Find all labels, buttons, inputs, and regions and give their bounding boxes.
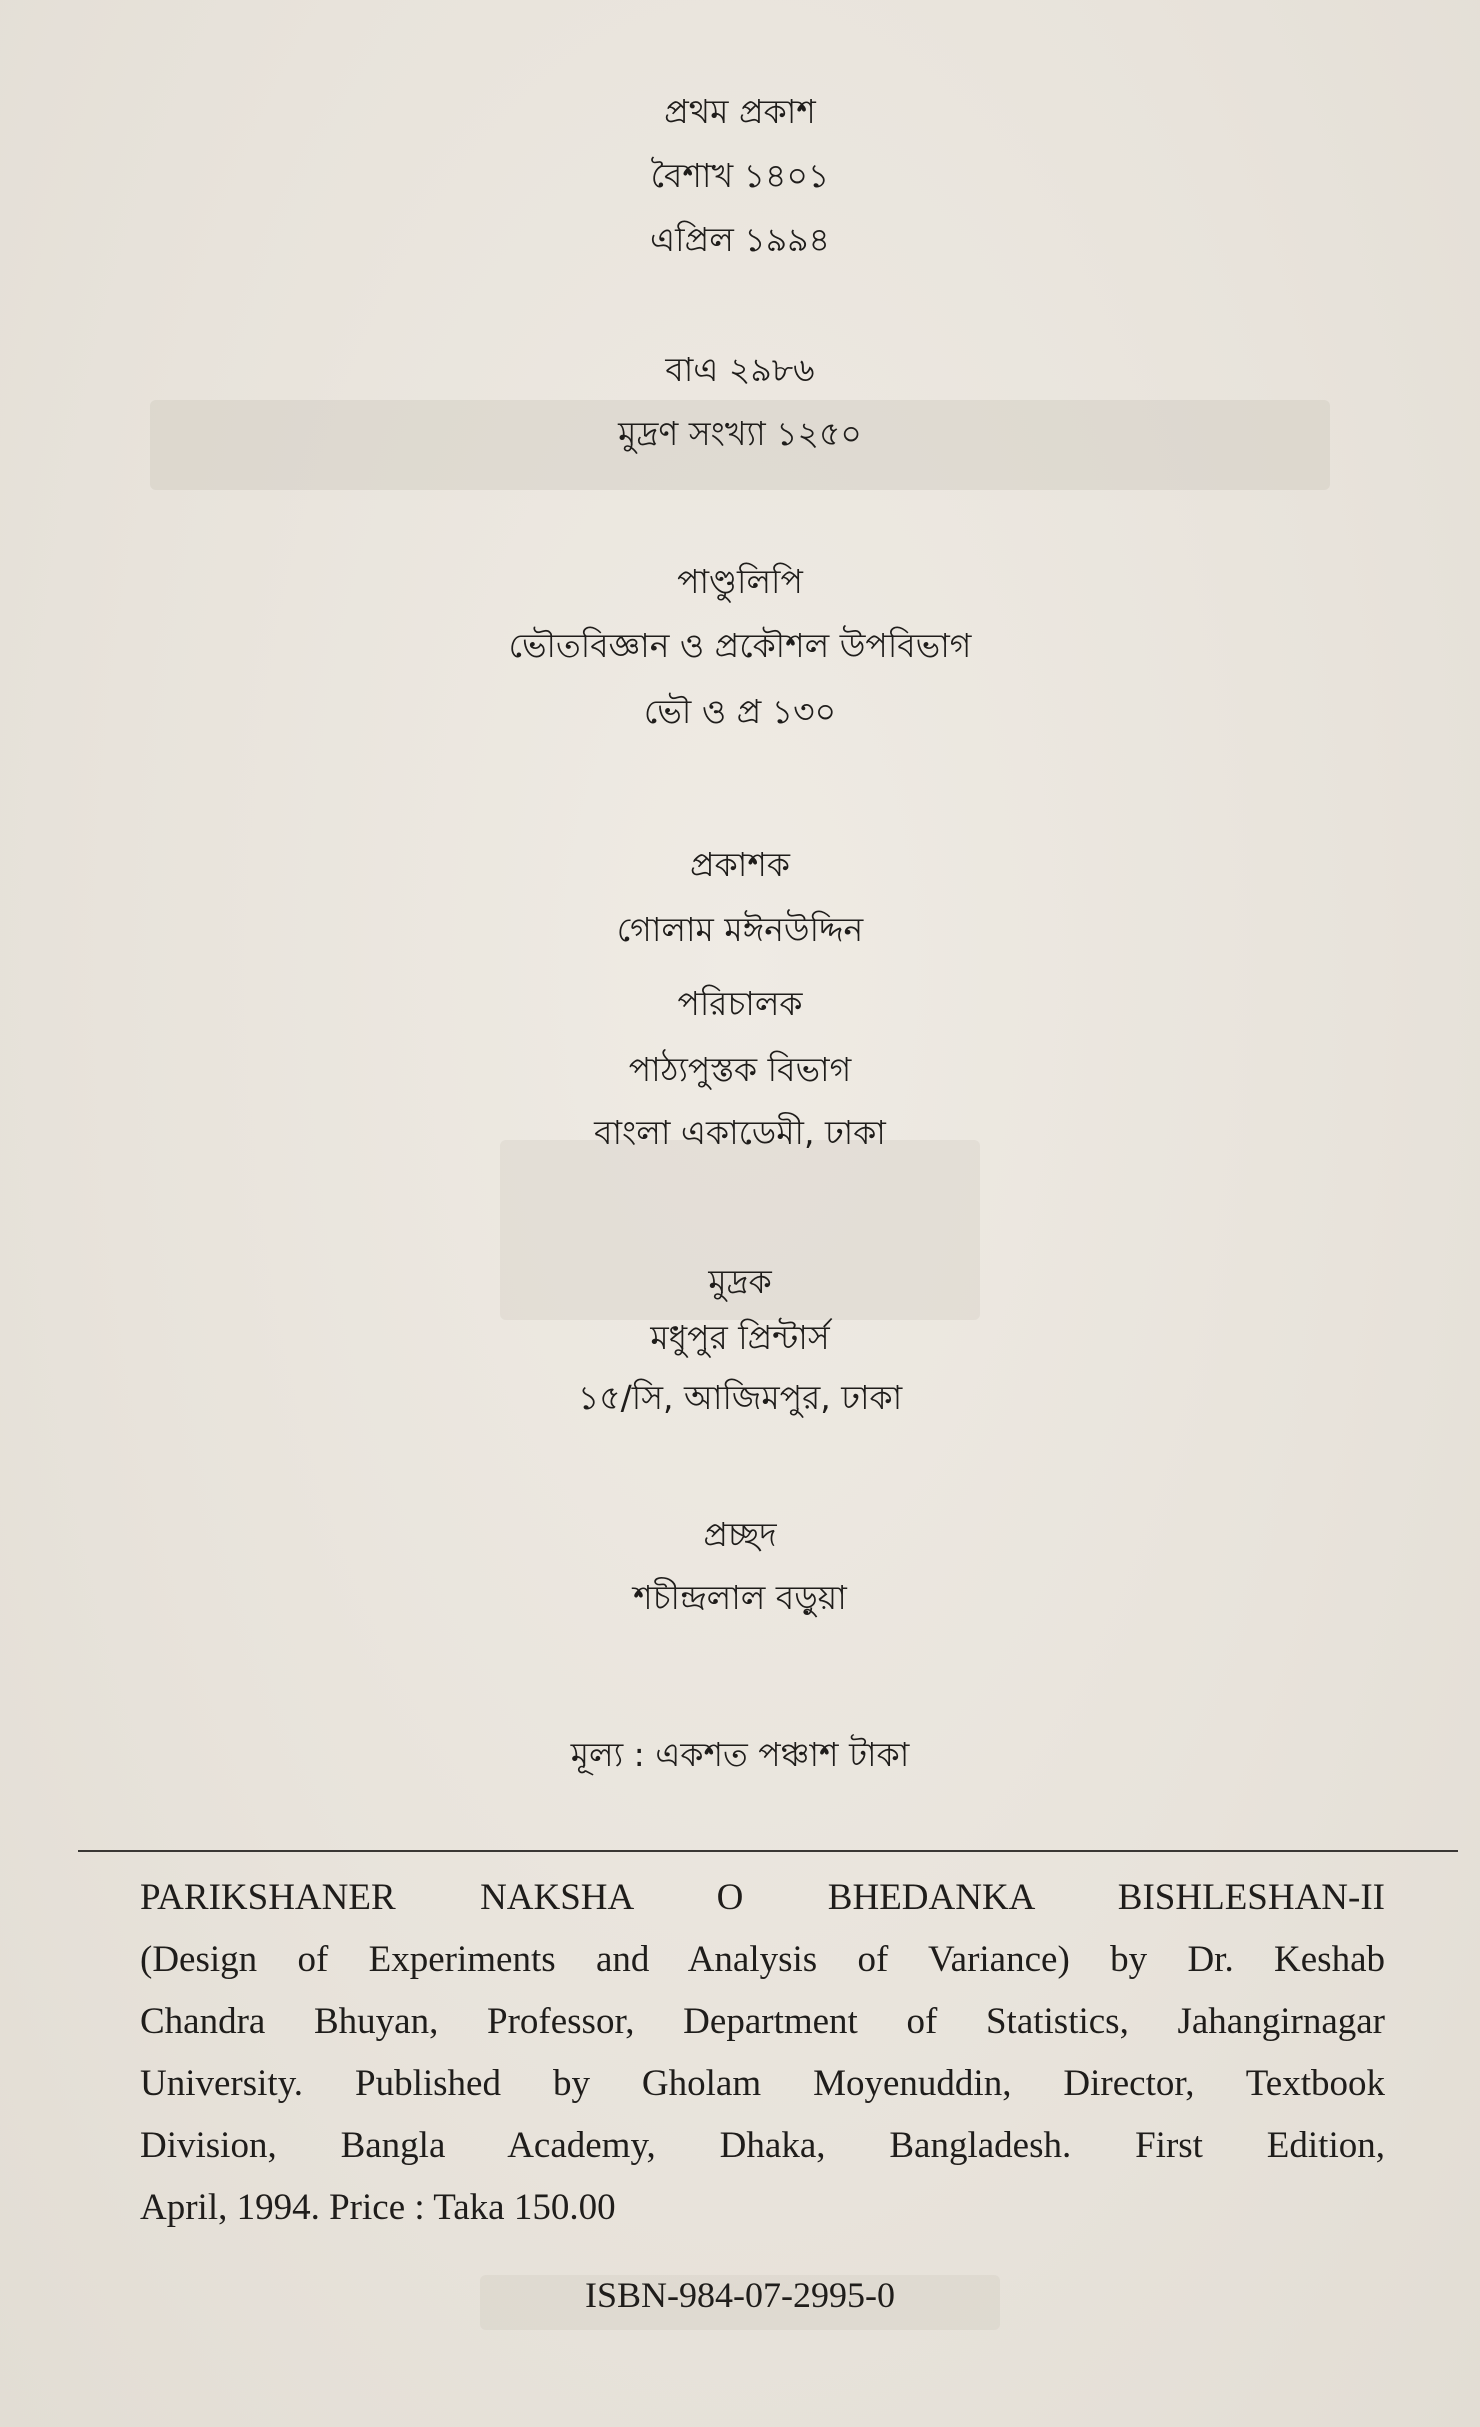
printer-address: ১৫/সি, আজিমপুর, ঢাকা <box>577 1378 903 1417</box>
catalog-number: বাএ ২৯৮৬ <box>665 350 815 389</box>
english-text-line: Chandra Bhuyan, Professor, Department of Statistics, Jahangirnagar <box>140 2001 1385 2042</box>
publisher-name: গোলাম মঈনউদ্দিন <box>616 910 864 949</box>
english-text-line: (Design of Experiments and Analysis of Variance) by Dr. Keshab <box>140 1939 1385 1980</box>
publisher-department: পাঠ্যপুস্তক বিভাগ <box>628 1050 852 1089</box>
printer-name: মধুপুর প্রিন্টার্স <box>650 1318 830 1357</box>
edition-bengali-date: বৈশাখ ১৪০১ <box>650 156 830 195</box>
english-title-line: PARIKSHANER NAKSHA O BHEDANKA BISHLESHAN-II <box>140 1877 1385 1918</box>
cover-artist: শচীন্দ্রলাল বড়ুয়া <box>633 1578 847 1617</box>
publisher-label: প্রকাশক <box>690 845 790 884</box>
price-bengali: মূল্য : একশত পঞ্চাশ টাকা <box>570 1735 910 1774</box>
english-text-line: University. Published by Gholam Moyenuddin, Director, Textbook <box>140 2063 1385 2104</box>
cover-label: প্রচ্ছদ <box>703 1515 777 1554</box>
english-text-line: Division, Bangla Academy, Dhaka, Bangladesh. First Edition, <box>140 2125 1385 2166</box>
edition-label: প্রথম প্রকাশ <box>664 92 816 131</box>
manuscript-label: পাণ্ডুলিপি <box>677 562 803 601</box>
publisher-org: বাংলা একাডেমী, ঢাকা <box>594 1113 886 1152</box>
english-text-line-last: April, 1994. Price : Taka 150.00 <box>140 2187 616 2228</box>
edition-english-date: এপ্রিল ১৯৯৪ <box>650 220 830 259</box>
publisher-title: পরিচালক <box>677 984 803 1023</box>
manuscript-division: ভৌতবিজ্ঞান ও প্রকৌশল উপবিভাগ <box>508 626 972 665</box>
divider-line <box>78 1850 1458 1852</box>
isbn-number: ISBN-984-07-2995-0 <box>585 2275 895 2315</box>
print-run: মুদ্রণ সংখ্যা ১২৫০ <box>618 414 862 453</box>
manuscript-code: ভৌ ও প্র ১৩০ <box>643 692 837 731</box>
printer-label: মুদ্রক <box>708 1262 772 1301</box>
